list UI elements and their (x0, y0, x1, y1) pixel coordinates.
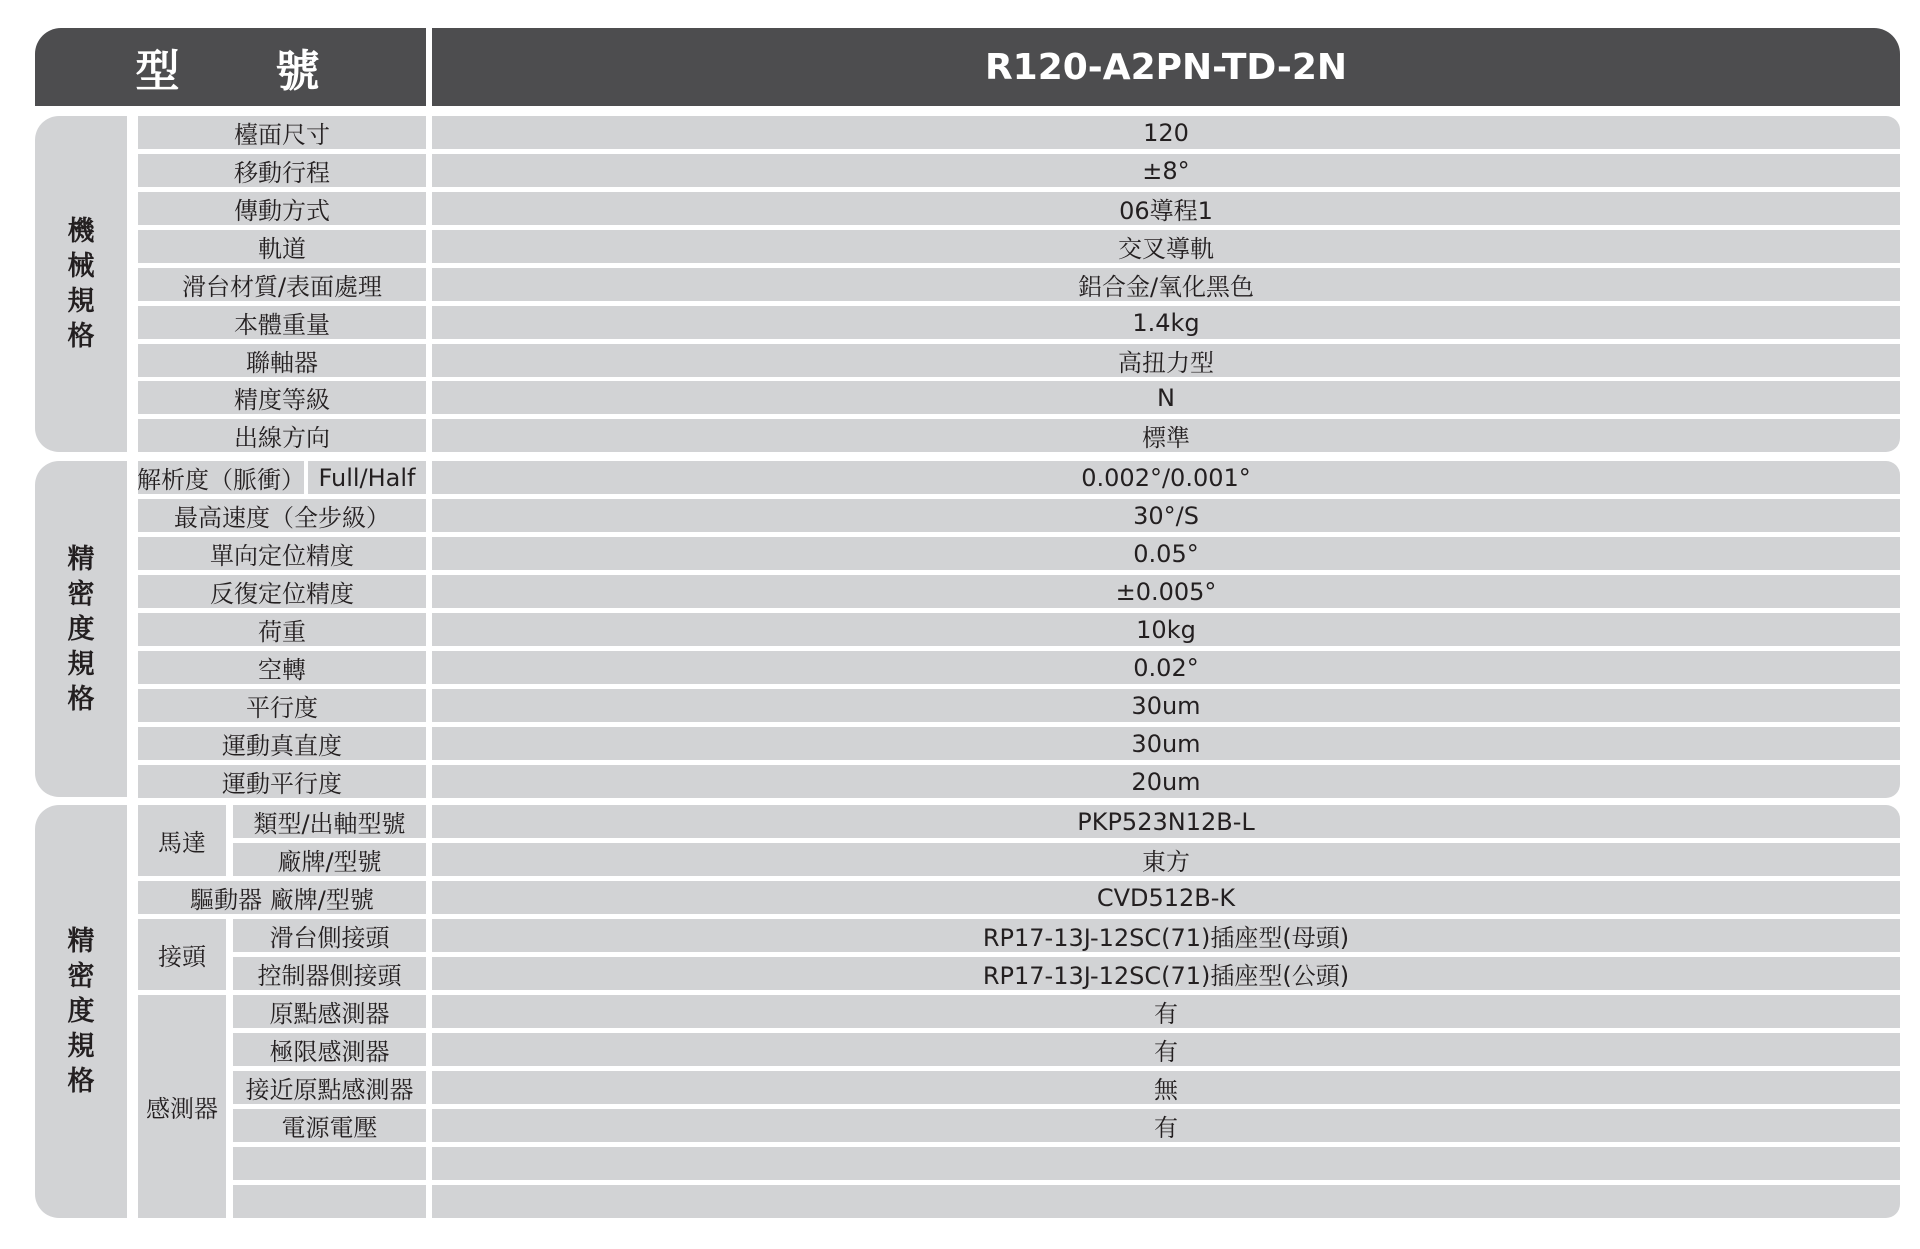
spec-label: 解析度（脈衝） (138, 461, 304, 494)
group-sensor: 感測器 (138, 995, 226, 1218)
spec-label: 驅動器 廠牌/型號 (138, 881, 426, 914)
spec-label (233, 1185, 426, 1218)
spec-label: 運動平行度 (138, 765, 426, 798)
spec-value: 06導程1 (432, 192, 1900, 225)
spec-value: N (432, 381, 1900, 414)
spec-value (432, 1147, 1900, 1180)
spec-value: 30um (432, 727, 1900, 760)
spec-value: 30°/S (432, 499, 1900, 532)
category-precision (35, 461, 127, 797)
spec-label: 最高速度（全步級） (138, 499, 426, 532)
spec-value: PKP523N12B-L (432, 805, 1900, 838)
spec-label: 荷重 (138, 613, 426, 646)
spec-value: ±0.005° (432, 575, 1900, 608)
spec-value: 10kg (432, 613, 1900, 646)
spec-label: 滑台側接頭 (233, 919, 426, 952)
category-mechanical-label: 機械規格 (67, 216, 95, 352)
model-header-label: 型 號 (35, 28, 426, 106)
spec-label: 移動行程 (138, 154, 426, 187)
spec-label: 傳動方式 (138, 192, 426, 225)
category-electrical-label: 精密度規格 (67, 926, 95, 1097)
spec-value: CVD512B-K (432, 881, 1900, 914)
spec-label: 軌道 (138, 230, 426, 263)
spec-label: 單向定位精度 (138, 537, 426, 570)
spec-label: 類型/出軸型號 (233, 805, 426, 838)
spec-label: 檯面尺寸 (138, 116, 426, 149)
spec-value: 無 (432, 1071, 1900, 1104)
spec-label: 本體重量 (138, 306, 426, 339)
spec-value: 有 (432, 1109, 1900, 1142)
spec-label: 滑台材質/表面處理 (138, 268, 426, 301)
spec-label: 反復定位精度 (138, 575, 426, 608)
spec-value: 0.02° (432, 651, 1900, 684)
spec-value: RP17-13J-12SC(71)插座型(公頭) (432, 957, 1900, 990)
spec-label: 極限感測器 (233, 1033, 426, 1066)
spec-label: 接近原點感測器 (233, 1071, 426, 1104)
spec-value: 20um (432, 765, 1900, 798)
spec-label: 空轉 (138, 651, 426, 684)
spec-label: 運動真直度 (138, 727, 426, 760)
group-motor: 馬達 (138, 805, 226, 876)
spec-value: RP17-13J-12SC(71)插座型(母頭) (432, 919, 1900, 952)
spec-value: 標準 (432, 419, 1900, 452)
spec-value: 鋁合金/氧化黑色 (432, 268, 1900, 301)
spec-label: 平行度 (138, 689, 426, 722)
spec-label: 控制器側接頭 (233, 957, 426, 990)
spec-label: 聯軸器 (138, 344, 426, 377)
spec-value: 有 (432, 1033, 1900, 1066)
spec-value: 東方 (432, 843, 1900, 876)
spec-value (432, 1185, 1900, 1218)
category-precision-label: 精密度規格 (67, 543, 95, 715)
spec-label: 原點感測器 (233, 995, 426, 1028)
category-electrical (35, 805, 127, 1218)
spec-label: 廠牌/型號 (233, 843, 426, 876)
spec-label: 精度等級 (138, 381, 426, 414)
model-number-header: R120-A2PN-TD-2N (432, 28, 1900, 106)
spec-value: 0.05° (432, 537, 1900, 570)
category-mechanical (35, 116, 127, 452)
spec-value: 有 (432, 995, 1900, 1028)
spec-value: 1.4kg (432, 306, 1900, 339)
spec-value: 30um (432, 689, 1900, 722)
spec-value: ±8° (432, 154, 1900, 187)
spec-label: 出線方向 (138, 419, 426, 452)
spec-value: 高扭力型 (432, 344, 1900, 377)
spec-value: 120 (432, 116, 1900, 149)
spec-value: 交叉導軌 (432, 230, 1900, 263)
spec-value: 0.002°/0.001° (432, 461, 1900, 494)
group-connector: 接頭 (138, 919, 226, 990)
spec-label: 電源電壓 (233, 1109, 426, 1142)
spec-label (233, 1147, 426, 1180)
spec-label-sub: Full/Half (308, 461, 426, 494)
